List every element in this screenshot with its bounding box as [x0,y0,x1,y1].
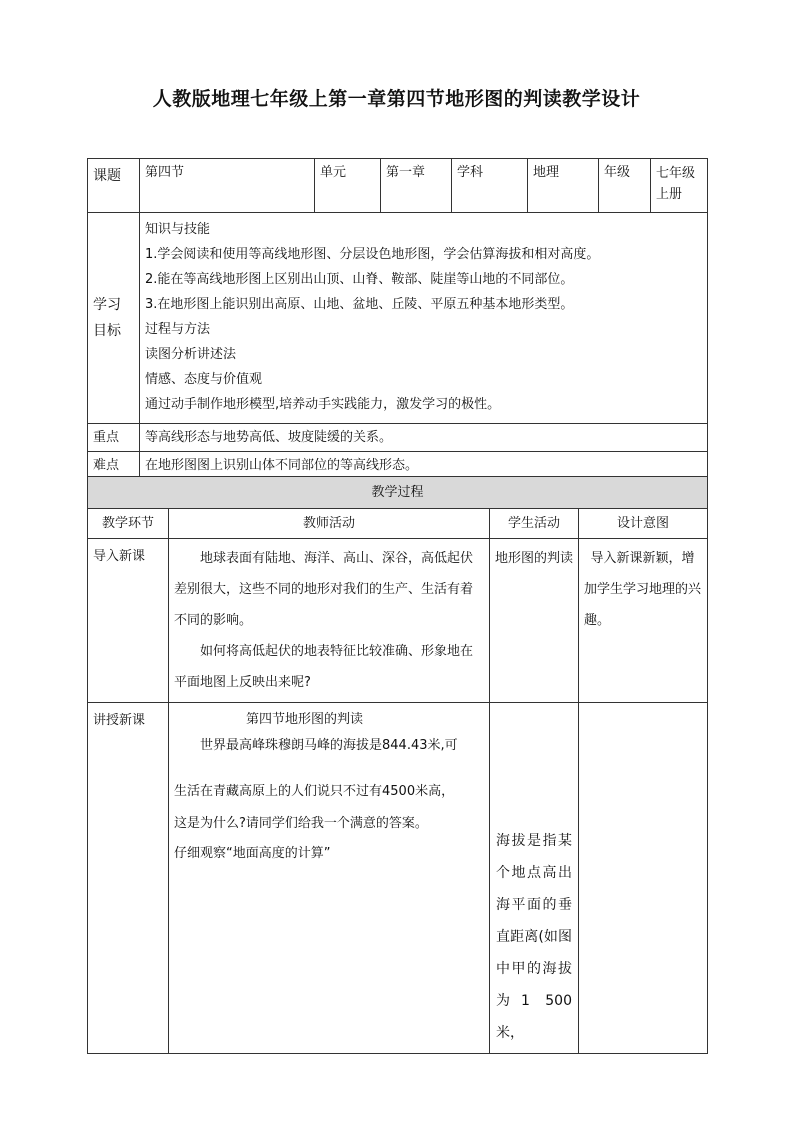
objectives-line: 知识与技能 [145,222,211,237]
lecture-intent [579,703,708,1054]
objectives-line: 通过动手制作地形模型,培养动手实践能力，激发学习的极性。 [145,397,501,412]
intro-student: 地形图的判读 [490,539,579,703]
objectives-label: 学习目标 [88,213,140,424]
lecture-teacher-line: 仔细观察“地面高度的计算” [174,846,331,861]
column-header-student: 学生活动 [490,509,579,539]
objectives-line: 2.能在等高线地形图上区别出山顶、山脊、鞍部、陡崖等山地的不同部位。 [145,272,574,287]
key-point-value: 等高线形态与地势高低、坡度陡缓的关系。 [140,424,708,452]
objectives-line: 情感、态度与价值观 [145,372,263,387]
objectives-line: 3.在地形图上能识别出高原、山地、盆地、丘陵、平原五种基本地形类型。 [145,297,574,312]
key-point-label: 重点 [88,424,140,452]
subject-value: 地理 [528,159,599,213]
intro-teacher-paragraph: 如何将高低起伏的地表特征比较准确、形象地在平面地图上反映出来呢? [174,644,474,690]
intro-teacher-paragraph: 地球表面有陆地、海洋、高山、深谷，高低起伏差别很大，这些不同的地形对我们的生产、生活有着不同的影响。 [174,551,474,628]
grade-value: 七年级上册 [651,159,708,213]
lecture-teacher-line: 世界最高峰珠穆朗马峰的海拔是844.43米,可 [200,738,458,753]
difficulty-value: 在地形图图上识别山体不同部位的等高线形态。 [140,452,708,480]
objectives-line: 读图分析讲述法 [145,347,237,362]
lecture-teacher-line: 第四节地形图的判读 [246,712,364,727]
objectives-line: 过程与方法 [145,322,211,337]
topic-value: 第四节 [140,159,315,213]
lecture-teacher [169,703,490,1054]
subject-label: 学科 [452,159,528,213]
objectives-line: 1.学会阅读和使用等高线地形图、分层设色地形图，学会估算海拔和相对高度。 [145,247,600,262]
column-header-teacher: 教师活动 [169,509,490,539]
intro-teacher [169,539,490,703]
info-table [87,158,708,480]
intro-stage: 导入新课 [88,539,169,703]
column-header-stage: 教学环节 [88,509,169,539]
lecture-teacher-line: 生活在青藏高原上的人们说只不过有4500米高， [174,784,455,799]
lecture-student: 海拔是指某个地点高出海平面的垂直距离(如图中甲的海拔为1 500米， [490,703,579,1054]
unit-label: 单元 [315,159,381,213]
intro-intent: 导入新课新颖，增加学生学习地理的兴趣。 [579,539,708,703]
grade-label: 年级 [599,159,651,213]
objectives-content [140,213,708,424]
lecture-teacher-line: 这是为什么?请同学们给我一个满意的答案。 [174,816,428,831]
process-header: 教学过程 [88,477,708,509]
lecture-stage: 讲授新课 [88,703,169,1054]
column-header-intent: 设计意图 [579,509,708,539]
process-table [87,476,708,1054]
unit-value: 第一章 [381,159,452,213]
page-title: 人教版地理七年级上第一章第四节地形图的判读教学设计 [152,88,641,110]
difficulty-label: 难点 [88,452,140,480]
topic-label: 课题 [88,159,140,213]
